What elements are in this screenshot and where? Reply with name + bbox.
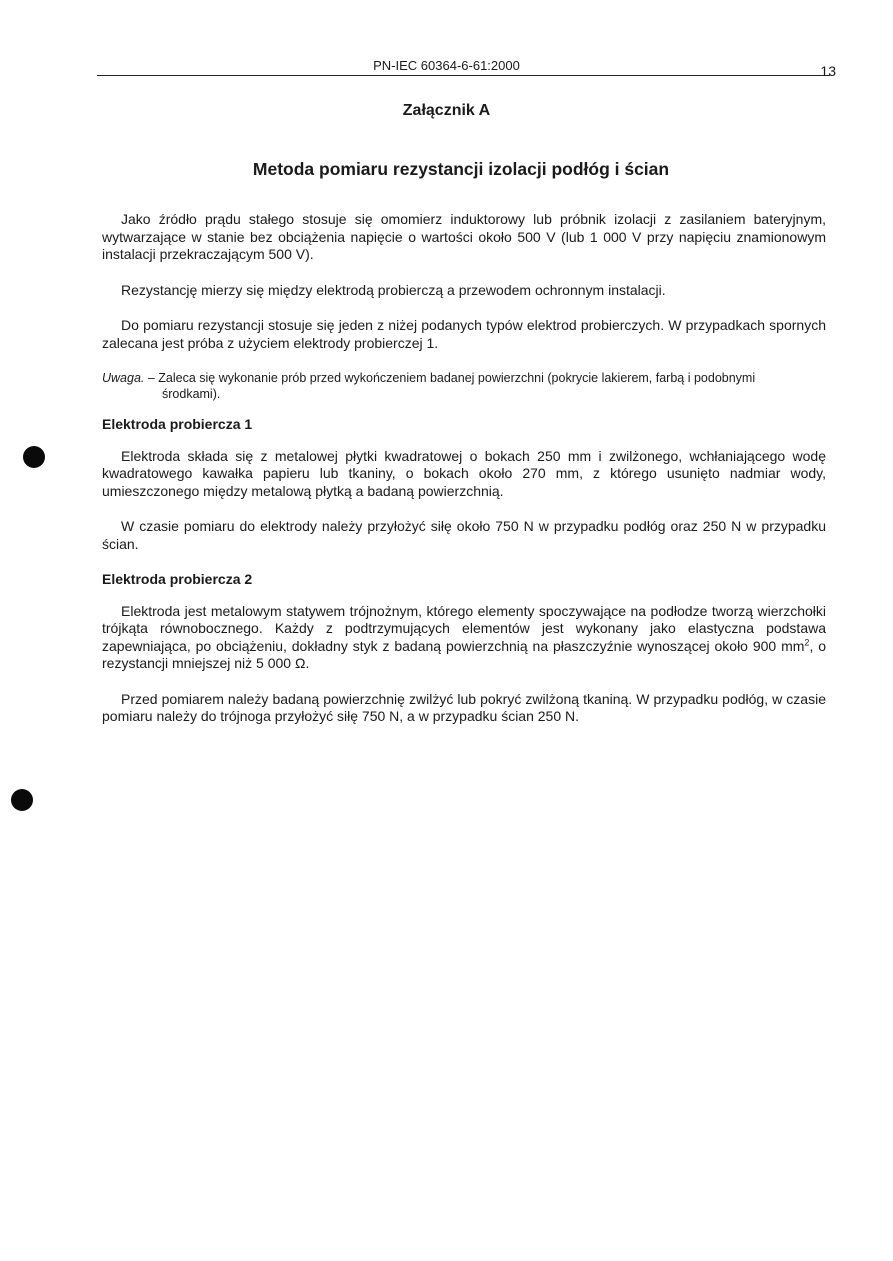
electrode-1-heading: Elektroda probiercza 1 <box>102 416 253 432</box>
electrode-2-heading: Elektroda probiercza 2 <box>102 571 253 587</box>
note-text-1: – Zaleca się wykonanie prób przed wykończeniem badanej powierzchni (pokrycie lakierem, farbą i podobnymi <box>144 371 756 385</box>
note-text-2: środkami). <box>162 387 221 401</box>
electrode-2-description <box>102 603 826 673</box>
electrode-2-procedure: Przed pomiarem należy badaną powierzchnię zwilżyć lub pokryć zwilżoną tkaniną. W przypadku podłóg, w czasie pomiaru należy do trójnoga przyłożyć siłę 750 N, a w przypadku ścian 250 N. <box>102 690 826 724</box>
punch-hole-bottom <box>11 789 33 811</box>
page-title: Metoda pomiaru rezystancji izolacji podłóg i ścian <box>252 159 670 179</box>
note-label: Uwaga. <box>102 371 145 385</box>
document-body <box>102 211 826 744</box>
page-number: 13 <box>820 63 836 79</box>
electrode-1-description: Elektroda składa się z metalowej płytki kwadratowej o bokach 250 mm i zwilżonego, wchłaniającego wodę kwadratowego kawałka papieru lub tkaniny, o bokach około 270 mm, z którego usunięto nadmiar wody, umieszczonego między metalową płytką a badaną powierzchnią. <box>102 447 826 499</box>
standard-id: PN-IEC 60364-6-61:2000 <box>373 58 520 73</box>
header-rule <box>97 75 830 76</box>
annex-label: Załącznik A <box>402 102 491 119</box>
punch-hole-top <box>23 446 45 468</box>
electrode-1-force: W czasie pomiaru do elektrody należy przyłożyć siłę około 750 N w przypadku podłóg oraz 250 N w przypadku ścian. <box>102 518 826 552</box>
note-line-1 <box>102 370 826 386</box>
electrode-2-text-b: , o rezystancji mniejszej niż 5 000 Ω. <box>102 637 826 671</box>
note <box>102 370 826 402</box>
electrode-2-text-a: Elektroda jest metalowym statywem trójnożnym, którego elementy spoczywające na podłodze tworzą wierzchołki trójkąta równobocznego. Każdy z podtrzymujących elementów jest wykonany jako elastyczna podstawa zapewniająca, po obciążeniu, dokładny styk z badaną powierzchnią na płaszczyźnie wynoszącej około 900 mm <box>102 602 826 654</box>
paragraph-electrode-types: Do pomiaru rezystancji stosuje się jeden z niżej podanych typów elektrod probierczych. W przypadkach spornych zalecana jest próba z użyciem elektrody probierczej 1. <box>102 317 826 351</box>
superscript: 2 <box>804 636 810 647</box>
paragraph-power-source: Jako źródło prądu stałego stosuje się omomierz induktorowy lub próbnik izolacji z zasilaniem bateryjnym, wytwarzające w stanie bez obciążenia napięcie o wartości około 500 V (lub 1 000 V przy napięciu znamionowym instalacji przekraczającym 500 V). <box>102 211 826 262</box>
paragraph-measurement: Rezystancję mierzy się między elektrodą probierczą a przewodem ochronnym instalacji. <box>121 281 666 298</box>
